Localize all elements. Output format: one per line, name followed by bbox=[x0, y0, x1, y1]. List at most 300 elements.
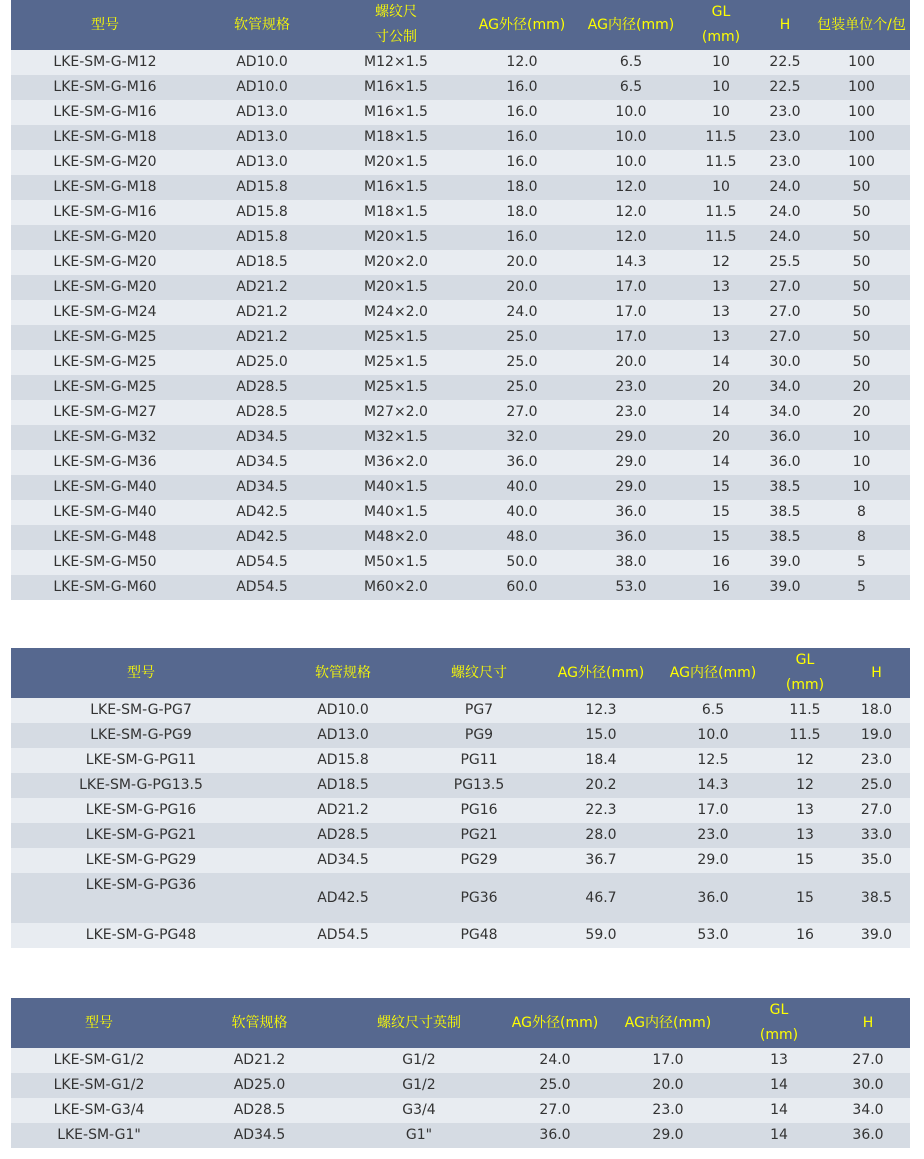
col-header-h: H bbox=[779, 16, 791, 33]
cell-ag-outer-diameter: 40.0 bbox=[506, 479, 538, 495]
cell-model: LKE-SM-G1" bbox=[57, 1127, 141, 1143]
cell-h: 33.0 bbox=[860, 827, 893, 843]
cell-ag-inner-diameter: 6.5 bbox=[701, 702, 725, 718]
table-row bbox=[11, 1073, 910, 1098]
cell-ag-inner-diameter: 10.0 bbox=[615, 104, 647, 120]
cell-hose-spec: AD42.5 bbox=[236, 529, 288, 545]
table-row bbox=[11, 175, 910, 200]
table-row bbox=[11, 1123, 910, 1148]
cell-gl: 14 bbox=[712, 354, 730, 370]
cell-hose-spec: AD54.5 bbox=[317, 927, 369, 943]
cell-ag-inner-diameter: 17.0 bbox=[652, 1052, 684, 1068]
cell-thread-size: M20×1.5 bbox=[364, 154, 428, 170]
table-row bbox=[11, 1048, 910, 1073]
cell-gl: 12 bbox=[796, 777, 814, 793]
col-header-thread-size: 螺纹尺寸英制 bbox=[377, 1014, 461, 1031]
cell-ag-outer-diameter: 22.3 bbox=[585, 802, 617, 818]
cell-hose-spec: AD10.0 bbox=[236, 79, 288, 95]
cell-pack-unit: 20 bbox=[852, 379, 871, 395]
cell-thread-size: PG21 bbox=[460, 827, 498, 843]
cell-model: LKE-SM-G-M20 bbox=[53, 229, 157, 245]
cell-h: 36.0 bbox=[852, 1127, 884, 1143]
cell-gl: 16 bbox=[712, 579, 730, 595]
col-header-model: 型号 bbox=[127, 664, 155, 681]
cell-model: LKE-SM-G-M20 bbox=[53, 154, 157, 170]
cell-model: LKE-SM-G-PG7 bbox=[90, 702, 192, 718]
cell-thread-size: PG11 bbox=[460, 752, 498, 768]
cell-h: 39.0 bbox=[769, 579, 801, 595]
cell-ag-outer-diameter: 50.0 bbox=[506, 554, 538, 570]
cell-model: LKE-SM-G-M25 bbox=[53, 379, 157, 395]
cell-gl: 11.5 bbox=[705, 129, 737, 145]
cell-h: 27.0 bbox=[769, 329, 801, 345]
cell-gl: 14 bbox=[770, 1127, 788, 1143]
cell-gl: 16 bbox=[796, 927, 814, 943]
cell-ag-outer-diameter: 16.0 bbox=[506, 104, 538, 120]
table-row bbox=[11, 748, 910, 773]
cell-gl: 11.5 bbox=[705, 154, 737, 170]
cell-thread-size: M16×1.5 bbox=[364, 104, 428, 120]
cell-h: 34.0 bbox=[852, 1102, 884, 1118]
cell-model: LKE-SM-G-M20 bbox=[53, 279, 157, 295]
cell-model: LKE-SM-G-PG21 bbox=[85, 827, 197, 843]
cell-pack-unit: 5 bbox=[857, 579, 866, 595]
col-header-ag-outer-diameter: AG外径(mm) bbox=[557, 664, 645, 681]
cell-ag-outer-diameter: 16.0 bbox=[506, 229, 538, 245]
cell-pack-unit: 10 bbox=[852, 429, 871, 445]
cell-model: LKE-SM-G-PG16 bbox=[85, 802, 197, 818]
cell-ag-inner-diameter: 38.0 bbox=[615, 554, 647, 570]
cell-model: LKE-SM-G-M32 bbox=[53, 429, 157, 445]
cell-pack-unit: 50 bbox=[852, 304, 871, 320]
cell-model: LKE-SM-G-M25 bbox=[53, 329, 157, 345]
cell-ag-outer-diameter: 40.0 bbox=[506, 504, 538, 520]
cell-pack-unit: 50 bbox=[852, 204, 871, 220]
cell-thread-size: M40×1.5 bbox=[364, 479, 428, 495]
cell-h: 36.0 bbox=[769, 454, 801, 470]
col-header-gl: GL (mm) bbox=[701, 4, 741, 45]
table-row bbox=[11, 923, 910, 948]
cell-h: 22.5 bbox=[769, 79, 801, 95]
table-row bbox=[11, 698, 910, 723]
spec-table-metric bbox=[11, 0, 910, 600]
cell-ag-inner-diameter: 23.0 bbox=[615, 404, 647, 420]
table-row bbox=[11, 425, 910, 450]
cell-ag-outer-diameter: 59.0 bbox=[585, 927, 617, 943]
cell-thread-size: PG29 bbox=[460, 852, 498, 868]
table-row bbox=[11, 848, 910, 873]
cell-ag-inner-diameter: 36.0 bbox=[615, 529, 647, 545]
cell-thread-size: M16×1.5 bbox=[364, 79, 428, 95]
cell-thread-size: G1" bbox=[405, 1127, 433, 1143]
cell-hose-spec: AD18.5 bbox=[317, 777, 369, 793]
col-header-ag-inner-diameter: AG内径(mm) bbox=[624, 1014, 712, 1031]
cell-ag-inner-diameter: 17.0 bbox=[697, 802, 729, 818]
cell-pack-unit: 10 bbox=[852, 454, 871, 470]
cell-hose-spec: AD34.5 bbox=[236, 429, 288, 445]
col-header-ag-inner-diameter: AG内径(mm) bbox=[669, 664, 757, 681]
cell-thread-size: M12×1.5 bbox=[364, 54, 428, 70]
cell-ag-outer-diameter: 20.0 bbox=[506, 279, 538, 295]
cell-ag-outer-diameter: 18.0 bbox=[506, 204, 538, 220]
cell-thread-size: M18×1.5 bbox=[364, 129, 428, 145]
cell-pack-unit: 50 bbox=[852, 254, 871, 270]
table-row bbox=[11, 325, 910, 350]
cell-hose-spec: AD34.5 bbox=[233, 1127, 286, 1143]
cell-h: 24.0 bbox=[769, 229, 801, 245]
cell-model: LKE-SM-G-M18 bbox=[53, 179, 157, 195]
cell-h: 27.0 bbox=[769, 304, 801, 320]
cell-ag-outer-diameter: 32.0 bbox=[506, 429, 538, 445]
cell-hose-spec: AD10.0 bbox=[236, 54, 288, 70]
cell-ag-inner-diameter: 23.0 bbox=[652, 1102, 684, 1118]
cell-gl: 15 bbox=[712, 529, 730, 545]
cell-h: 23.0 bbox=[769, 104, 801, 120]
cell-gl: 20 bbox=[712, 379, 730, 395]
col-header-h: H bbox=[871, 664, 882, 681]
cell-gl: 14 bbox=[712, 404, 730, 420]
table-row bbox=[11, 250, 910, 275]
cell-pack-unit: 50 bbox=[852, 329, 871, 345]
cell-thread-size: G1/2 bbox=[402, 1077, 436, 1093]
cell-h: 30.0 bbox=[852, 1077, 884, 1093]
cell-hose-spec: AD15.8 bbox=[236, 229, 288, 245]
cell-model: LKE-SM-G-M20 bbox=[53, 254, 157, 270]
cell-ag-inner-diameter: 29.0 bbox=[697, 852, 729, 868]
cell-h: 35.0 bbox=[860, 852, 893, 868]
table-row bbox=[11, 75, 910, 100]
table-row bbox=[11, 125, 910, 150]
cell-hose-spec: AD54.5 bbox=[236, 554, 288, 570]
cell-hose-spec: AD28.5 bbox=[317, 827, 369, 843]
cell-pack-unit: 10 bbox=[852, 479, 871, 495]
cell-h: 34.0 bbox=[769, 379, 801, 395]
cell-ag-inner-diameter: 12.5 bbox=[697, 752, 729, 768]
table-row bbox=[11, 375, 910, 400]
cell-hose-spec: AD13.0 bbox=[236, 154, 288, 170]
col-header-ag-inner-diameter: AG内径(mm) bbox=[587, 16, 675, 33]
cell-gl: 13 bbox=[796, 827, 814, 843]
cell-h: 18.0 bbox=[860, 702, 893, 718]
cell-thread-size: M16×1.5 bbox=[364, 179, 428, 195]
cell-ag-inner-diameter: 6.5 bbox=[619, 54, 643, 70]
cell-model: LKE-SM-G-M12 bbox=[53, 54, 157, 70]
cell-ag-inner-diameter: 20.0 bbox=[652, 1077, 684, 1093]
cell-pack-unit: 50 bbox=[852, 179, 871, 195]
cell-ag-inner-diameter: 12.0 bbox=[615, 229, 647, 245]
cell-model: LKE-SM-G-M50 bbox=[53, 554, 157, 570]
cell-model: LKE-SM-G-PG13.5 bbox=[79, 777, 203, 793]
cell-gl: 11.5 bbox=[789, 727, 821, 743]
cell-ag-inner-diameter: 10.0 bbox=[615, 129, 647, 145]
cell-thread-size: M24×2.0 bbox=[364, 304, 428, 320]
cell-hose-spec: AD42.5 bbox=[317, 889, 369, 906]
table-row bbox=[11, 100, 910, 125]
cell-ag-inner-diameter: 20.0 bbox=[615, 354, 647, 370]
cell-hose-spec: AD28.5 bbox=[236, 379, 288, 395]
cell-hose-spec: AD13.0 bbox=[236, 129, 288, 145]
cell-thread-size: M48×2.0 bbox=[364, 529, 428, 545]
cell-hose-spec: AD10.0 bbox=[317, 702, 369, 718]
cell-thread-size: M40×1.5 bbox=[364, 504, 428, 520]
cell-ag-outer-diameter: 20.0 bbox=[506, 254, 538, 270]
cell-thread-size: PG13.5 bbox=[453, 777, 505, 793]
table-row bbox=[11, 225, 910, 250]
cell-ag-outer-diameter: 16.0 bbox=[506, 154, 538, 170]
cell-pack-unit: 50 bbox=[852, 279, 871, 295]
cell-gl: 13 bbox=[712, 279, 730, 295]
cell-hose-spec: AD54.5 bbox=[236, 579, 288, 595]
cell-pack-unit: 5 bbox=[857, 554, 866, 570]
cell-hose-spec: AD25.0 bbox=[236, 354, 288, 370]
cell-ag-outer-diameter: 27.0 bbox=[539, 1102, 571, 1118]
cell-thread-size: G3/4 bbox=[402, 1102, 436, 1118]
col-header-thread-size: 螺纹尺寸 bbox=[451, 664, 507, 681]
cell-model: LKE-SM-G-M16 bbox=[53, 204, 157, 220]
cell-thread-size: M50×1.5 bbox=[364, 554, 428, 570]
cell-model: LKE-SM-G3/4 bbox=[53, 1102, 145, 1118]
cell-ag-outer-diameter: 48.0 bbox=[506, 529, 538, 545]
cell-hose-spec: AD25.0 bbox=[233, 1077, 286, 1093]
cell-ag-outer-diameter: 46.7 bbox=[585, 889, 617, 906]
cell-thread-size: PG9 bbox=[464, 727, 494, 743]
spec-table-imperial bbox=[11, 998, 910, 1148]
col-header-hose-spec: 软管规格 bbox=[234, 16, 290, 33]
cell-ag-inner-diameter: 53.0 bbox=[697, 927, 729, 943]
cell-ag-outer-diameter: 18.0 bbox=[506, 179, 538, 195]
cell-ag-outer-diameter: 60.0 bbox=[506, 579, 538, 595]
cell-ag-inner-diameter: 53.0 bbox=[615, 579, 647, 595]
cell-hose-spec: AD21.2 bbox=[317, 802, 369, 818]
header-row bbox=[11, 648, 910, 698]
cell-ag-inner-diameter: 6.5 bbox=[619, 79, 643, 95]
cell-gl: 11.5 bbox=[705, 204, 737, 220]
cell-thread-size: PG48 bbox=[460, 927, 498, 943]
cell-h: 34.0 bbox=[769, 404, 801, 420]
cell-thread-size: M60×2.0 bbox=[364, 579, 428, 595]
cell-gl: 13 bbox=[712, 304, 730, 320]
cell-thread-size: M27×2.0 bbox=[364, 404, 428, 420]
cell-thread-size: M20×2.0 bbox=[364, 254, 428, 270]
cell-h: 25.0 bbox=[860, 777, 893, 793]
cell-pack-unit: 50 bbox=[852, 229, 871, 245]
cell-h: 23.0 bbox=[769, 129, 801, 145]
cell-ag-inner-diameter: 14.3 bbox=[615, 254, 647, 270]
cell-pack-unit: 20 bbox=[852, 404, 871, 420]
cell-hose-spec: AD21.2 bbox=[233, 1052, 286, 1068]
table-row bbox=[11, 450, 910, 475]
col-header-gl: GL (mm) bbox=[759, 1002, 799, 1043]
cell-h: 23.0 bbox=[769, 154, 801, 170]
cell-pack-unit: 100 bbox=[848, 129, 875, 145]
cell-h: 38.5 bbox=[769, 479, 801, 495]
cell-hose-spec: AD13.0 bbox=[317, 727, 369, 743]
cell-gl: 10 bbox=[712, 54, 730, 70]
cell-pack-unit: 100 bbox=[848, 154, 875, 170]
cell-hose-spec: AD18.5 bbox=[236, 254, 288, 270]
cell-h: 30.0 bbox=[769, 354, 801, 370]
cell-ag-outer-diameter: 24.0 bbox=[539, 1052, 571, 1068]
cell-h: 27.0 bbox=[769, 279, 801, 295]
cell-hose-spec: AD34.5 bbox=[317, 852, 369, 868]
cell-thread-size: PG36 bbox=[460, 889, 498, 906]
cell-ag-inner-diameter: 23.0 bbox=[697, 827, 729, 843]
cell-ag-outer-diameter: 20.2 bbox=[585, 777, 617, 793]
table-row bbox=[11, 723, 910, 748]
col-header-gl: GL (mm) bbox=[785, 652, 825, 693]
cell-hose-spec: AD42.5 bbox=[236, 504, 288, 520]
cell-model: LKE-SM-G-M40 bbox=[53, 504, 157, 520]
cell-ag-inner-diameter: 17.0 bbox=[615, 304, 647, 320]
table-row bbox=[11, 350, 910, 375]
cell-ag-outer-diameter: 36.0 bbox=[506, 454, 538, 470]
table-row bbox=[11, 200, 910, 225]
table-row bbox=[11, 500, 910, 525]
cell-ag-inner-diameter: 10.0 bbox=[615, 154, 647, 170]
cell-pack-unit: 100 bbox=[848, 79, 875, 95]
cell-ag-inner-diameter: 12.0 bbox=[615, 204, 647, 220]
cell-thread-size: M25×1.5 bbox=[364, 379, 428, 395]
cell-model: LKE-SM-G-M16 bbox=[53, 79, 157, 95]
cell-thread-size: M25×1.5 bbox=[364, 354, 428, 370]
cell-gl: 14 bbox=[712, 454, 730, 470]
cell-h: 39.0 bbox=[769, 554, 801, 570]
cell-ag-inner-diameter: 29.0 bbox=[615, 479, 647, 495]
cell-thread-size: M18×1.5 bbox=[364, 204, 428, 220]
table-row bbox=[11, 823, 910, 848]
cell-gl: 15 bbox=[796, 889, 814, 906]
cell-ag-inner-diameter: 36.0 bbox=[615, 504, 647, 520]
cell-ag-inner-diameter: 23.0 bbox=[615, 379, 647, 395]
table-row bbox=[11, 300, 910, 325]
cell-ag-outer-diameter: 25.0 bbox=[506, 329, 538, 345]
cell-h: 38.5 bbox=[860, 889, 893, 906]
cell-thread-size: M20×1.5 bbox=[364, 229, 428, 245]
cell-thread-size: M36×2.0 bbox=[364, 454, 428, 470]
cell-hose-spec: AD28.5 bbox=[233, 1102, 286, 1118]
cell-model: LKE-SM-G-M24 bbox=[53, 304, 157, 320]
cell-gl: 11.5 bbox=[705, 229, 737, 245]
cell-pack-unit: 8 bbox=[857, 529, 866, 545]
cell-h: 25.5 bbox=[769, 254, 801, 270]
cell-ag-outer-diameter: 36.7 bbox=[585, 852, 617, 868]
cell-gl: 13 bbox=[712, 329, 730, 345]
cell-gl: 10 bbox=[712, 79, 730, 95]
cell-gl: 15 bbox=[796, 852, 814, 868]
cell-model: LKE-SM-G-M18 bbox=[53, 129, 157, 145]
cell-hose-spec: AD34.5 bbox=[236, 454, 288, 470]
cell-hose-spec: AD21.2 bbox=[236, 304, 288, 320]
cell-ag-inner-diameter: 36.0 bbox=[697, 889, 729, 906]
cell-ag-outer-diameter: 18.4 bbox=[585, 752, 617, 768]
cell-model: LKE-SM-G-PG11 bbox=[85, 752, 197, 768]
table-row bbox=[11, 873, 910, 923]
table-row bbox=[11, 475, 910, 500]
table-row bbox=[11, 275, 910, 300]
col-header-model: 型号 bbox=[91, 16, 119, 33]
cell-model: LKE-SM-G-M16 bbox=[53, 104, 157, 120]
cell-hose-spec: AD34.5 bbox=[236, 479, 288, 495]
cell-ag-outer-diameter: 28.0 bbox=[585, 827, 617, 843]
cell-model: LKE-SM-G-M48 bbox=[53, 529, 157, 545]
cell-gl: 14 bbox=[770, 1077, 788, 1093]
cell-h: 38.5 bbox=[769, 529, 801, 545]
cell-h: 24.0 bbox=[769, 179, 801, 195]
cell-ag-inner-diameter: 17.0 bbox=[615, 329, 647, 345]
cell-pack-unit: 100 bbox=[848, 54, 875, 70]
cell-h: 22.5 bbox=[769, 54, 801, 70]
col-header-ag-outer-diameter: AG外径(mm) bbox=[478, 16, 566, 33]
col-header-model: 型号 bbox=[85, 1014, 113, 1031]
cell-gl: 12 bbox=[712, 254, 730, 270]
col-header-hose-spec: 软管规格 bbox=[231, 1014, 288, 1031]
cell-thread-size: M32×1.5 bbox=[364, 429, 428, 445]
cell-gl: 16 bbox=[712, 554, 730, 570]
cell-hose-spec: AD21.2 bbox=[236, 329, 288, 345]
cell-thread-size: M20×1.5 bbox=[364, 279, 428, 295]
cell-hose-spec: AD15.8 bbox=[236, 179, 288, 195]
col-header-pack-unit: 包装单位个/包 bbox=[817, 16, 906, 33]
cell-model: LKE-SM-G-PG29 bbox=[85, 852, 197, 868]
cell-h: 19.0 bbox=[860, 727, 893, 743]
cell-ag-outer-diameter: 25.0 bbox=[506, 354, 538, 370]
cell-thread-size: G1/2 bbox=[402, 1052, 436, 1068]
cell-ag-outer-diameter: 15.0 bbox=[585, 727, 617, 743]
cell-gl: 10 bbox=[712, 104, 730, 120]
table-row bbox=[11, 400, 910, 425]
cell-ag-outer-diameter: 24.0 bbox=[506, 304, 538, 320]
table-row bbox=[11, 1098, 910, 1123]
cell-gl: 20 bbox=[712, 429, 730, 445]
col-header-h: H bbox=[862, 1014, 874, 1031]
cell-model: LKE-SM-G-M27 bbox=[53, 404, 157, 420]
cell-model: LKE-SM-G-M25 bbox=[53, 354, 157, 370]
col-header-thread-size: 螺纹尺 寸公制 bbox=[375, 4, 417, 45]
cell-ag-outer-diameter: 36.0 bbox=[539, 1127, 571, 1143]
cell-h: 27.0 bbox=[852, 1052, 884, 1068]
cell-ag-inner-diameter: 29.0 bbox=[615, 429, 647, 445]
table-row bbox=[11, 773, 910, 798]
cell-h: 24.0 bbox=[769, 204, 801, 220]
cell-ag-outer-diameter: 16.0 bbox=[506, 79, 538, 95]
header-row bbox=[11, 0, 910, 50]
cell-pack-unit: 100 bbox=[848, 104, 875, 120]
cell-gl: 13 bbox=[796, 802, 814, 818]
cell-ag-inner-diameter: 17.0 bbox=[615, 279, 647, 295]
cell-pack-unit: 8 bbox=[857, 504, 866, 520]
cell-ag-inner-diameter: 12.0 bbox=[615, 179, 647, 195]
cell-gl: 12 bbox=[796, 752, 814, 768]
cell-gl: 10 bbox=[712, 179, 730, 195]
cell-gl: 11.5 bbox=[789, 702, 821, 718]
cell-gl: 15 bbox=[712, 504, 730, 520]
cell-model: LKE-SM-G-M60 bbox=[53, 579, 157, 595]
header-row bbox=[11, 998, 910, 1048]
cell-thread-size: PG7 bbox=[464, 702, 494, 718]
cell-ag-inner-diameter: 14.3 bbox=[697, 777, 729, 793]
cell-h: 39.0 bbox=[860, 927, 893, 943]
cell-model: LKE-SM-G-PG9 bbox=[90, 727, 192, 743]
cell-h: 27.0 bbox=[860, 802, 893, 818]
cell-gl: 13 bbox=[770, 1052, 788, 1068]
cell-hose-spec: AD28.5 bbox=[236, 404, 288, 420]
cell-ag-outer-diameter: 27.0 bbox=[506, 404, 538, 420]
table-row bbox=[11, 798, 910, 823]
cell-gl: 14 bbox=[770, 1102, 788, 1118]
cell-hose-spec: AD15.8 bbox=[236, 204, 288, 220]
table-row bbox=[11, 50, 910, 75]
cell-model: LKE-SM-G-PG36 bbox=[85, 877, 197, 893]
